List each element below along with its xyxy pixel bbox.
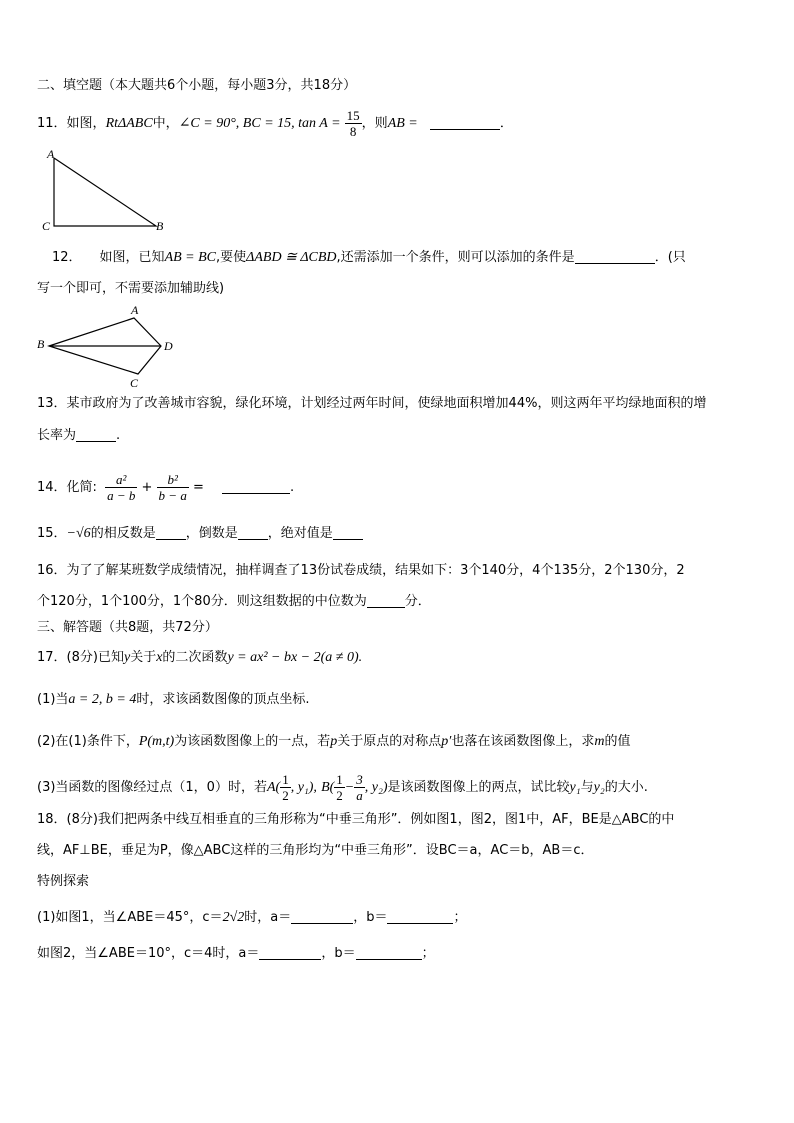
q11-number: 11． [37,116,67,131]
question-17: 17．(8分)已知y关于x的二次函数y = ax² − bx − 2(a ≠ 0). [37,650,363,665]
question-12-cont: 写一个即可，不需要添加辅助线) [37,281,225,296]
q16-number: 16． [37,563,67,578]
question-18-part-1-fig2: 如图2，当∠ABE＝10°，c＝4时，a＝ ，b＝ ； [37,946,435,961]
section-heading-fill-blank: 二、填空题（本大题共6个小题，每小题3分，共18分） [37,78,357,93]
q14-answer-blank[interactable] [222,479,290,494]
q17-fraction-3a: $\frac{3}{a}$ [356,772,363,803]
question-17-part-1: (1)当a = 2, b = 4时，求该函数图像的顶点坐标. [37,692,310,707]
section-heading-solve: 三、解答题（共8题，共72分） [37,620,218,635]
q15-blank-absolute[interactable] [333,525,363,540]
q12-number: 12． [52,250,82,265]
q14-fraction-2: $\frac{\text{b²}}{b - a}$ [158,472,187,503]
question-16: 16．为了了解某班数学成绩情况，抽样调查了13份试卷成绩，结果如下：3个140分，4个135分，2个130分，2 [37,563,685,578]
q17-fraction-half-b: $\frac{1}{2}$ [336,772,343,803]
q18-subheading: 特例探索 [37,874,90,889]
q15-blank-reciprocal[interactable] [238,525,268,540]
q12-label-c: C [130,376,139,390]
q12-label-a: A [131,303,139,317]
q17-fraction-half-a: $\frac{1}{2}$ [282,772,289,803]
question-15: 15．−√6的相反数是 ，倒数是 ，绝对值是 [37,524,363,544]
q18-p1-blank-b[interactable] [387,909,453,924]
q12-label-d: D [164,339,173,353]
q15-blank-opposite[interactable] [156,525,186,540]
q17-number: 17． [37,650,67,665]
q16-answer-blank[interactable] [367,593,405,608]
question-12: 12． 如图，已知AB = BC,要使ΔABD ≅ ΔCBD,还需添加一个条件，则可以添加的条件是 ．(只 [52,250,686,265]
q12-label-b: B [37,337,45,351]
q15-number: 15． [37,526,67,541]
question-18: 18．(8分)我们把两条中线互相垂直的三角形称为“中垂三角形”．例如图1，图2，图1中，AF，BE是△ABC的中 [37,812,675,827]
q11-triangle-figure [38,146,173,236]
question-18-cont: 线，AF⊥BE，垂足为P，像△ABC这样的三角形均为“中垂三角形”．设BC＝a，AC＝b，AB＝c． [37,843,594,858]
q14-fraction-1: $\frac{\text{a²}}{a - b}$ [107,472,136,503]
question-18-part-1: (1)如图1，当∠ABE＝45°，c＝2√2时，a＝ ，b＝ ； [37,910,467,925]
question-17-part-3: (3)当函数的图像经过点（1，0）时，若A( $\frac{1}{2}$ , y₁), B( $\frac{1}{2}$ − $\frac{3}{a}$ , y₂)是该函数图像上的两点，试比较y₁与y₂的大小. [37,772,648,803]
q11-label-c: C [42,219,51,233]
q14-number: 14． [37,480,67,495]
q18-p1-blank-a[interactable] [291,909,353,924]
question-13: 13．某市政府为了改善城市容貌，绿化环境，计划经过两年时间，使绿地面积增加44%，则这两年平均绿地面积的增 [37,396,707,411]
question-13-cont: 长率为 . [37,428,121,443]
q18-p2-blank-a[interactable] [259,945,321,960]
q12-answer-blank[interactable] [575,249,655,264]
question-14: 14．化简: $\frac{\text{a²}}{a - b}$ + $\frac{\text{b²}}{b - a}$ = . [37,472,295,503]
q18-number: 18． [37,812,67,827]
question-16-cont: 个120分，1个100分，1个80分．则这组数据的中位数为 分． [37,594,431,609]
question-11: 11．如图，RtΔABC中，∠C = 90°, BC = 15, tan A = $\frac{15}{8}$ ，则AB = ． [37,108,513,139]
question-17-part-2: (2)在(1)条件下，P(m,t)为该函数图像上的一点，若p关于原点的对称点p′也落在该函数图像上，求m的值 [37,734,631,749]
q11-triangle-shape [54,158,156,226]
q18-p2-blank-b[interactable] [356,945,422,960]
q13-answer-blank[interactable] [76,427,116,442]
q11-fraction: $\frac{15}{8}$ [346,108,360,139]
q11-answer-blank[interactable] [430,115,500,130]
q13-number: 13． [37,396,67,411]
q11-label-b: B [156,219,164,233]
q11-label-a: A [47,147,55,161]
q12-quadrilateral-figure [34,302,184,392]
